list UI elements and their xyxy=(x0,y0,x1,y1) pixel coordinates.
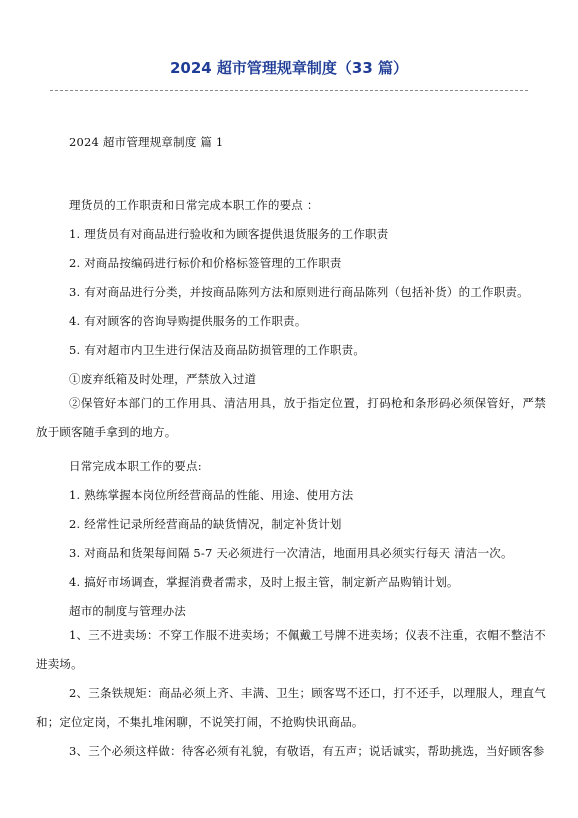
paragraph: 理货员的工作职责和日常完成本职工作的要点 ： xyxy=(69,198,319,212)
paragraph: 超市的制度与管理办法 xyxy=(69,604,186,618)
paragraph: 4. 有对顾客的咨询导购提供服务的工作职责。 xyxy=(69,314,307,328)
paragraph: 1、三不进卖场：不穿工作服不进卖场；不佩戴工号牌不进卖场；仪表不注重，衣帽不整洁不进卖场。 xyxy=(36,628,546,671)
document-title: 2024 超市管理规章制度（33 篇） xyxy=(169,59,409,77)
paragraph: ①废弃纸箱及时处理，严禁放入过道 xyxy=(69,372,257,386)
paragraph: 4. 搞好市场调查，掌握消费者需求，及时上报主管，制定新产品购销计划。 xyxy=(69,575,459,589)
title-divider xyxy=(50,90,528,91)
paragraph: 3、三个必须这样做：待客必须有礼貌，有敬语，有五声；说话诚实，帮助挑选，当好顾客参 xyxy=(69,744,545,758)
paragraph: ②保管好本部门的工作用具、清洁用具，放于指定位置，打码枪和条形码必须保管好，严禁放于顾客随手拿到的地方。 xyxy=(36,396,546,439)
paragraph: 2、三条铁规矩：商品必须上齐、丰满、卫生；顾客骂不还口，打不还手，以理服人，理直气和；定位定岗，不集扎堆闲聊，不说笑打闹，不抢购快讯商品。 xyxy=(36,686,546,729)
paragraph: 1. 熟练掌握本岗位所经营商品的性能、用途、使用方法 xyxy=(69,488,354,502)
section-heading: 2024 超市管理规章制度 篇 1 xyxy=(69,135,224,149)
paragraph: 3. 有对商品进行分类，并按商品陈列方法和原则进行商品陈列（包括补货）的工作职责。 xyxy=(69,285,529,299)
paragraph: 2. 经常性记录所经营商品的缺货情况，制定补货计划 xyxy=(69,517,342,531)
paragraph: 3. 对商品和货架每间隔 5-7 天必须进行一次清洁，地面用具必须实行每天 清洁一次。 xyxy=(69,546,513,560)
paragraph: 日常完成本职工作的要点: xyxy=(69,459,202,473)
paragraph: 1. 理货员有对商品进行验收和为顾客提供退货服务的工作职责 xyxy=(69,227,389,241)
document-body xyxy=(36,133,546,766)
paragraph: 5. 有对超市内卫生进行保洁及商品防损管理的工作职责。 xyxy=(69,343,366,357)
paragraph: 2. 对商品按编码进行标价和价格标签管理的工作职责 xyxy=(69,256,342,270)
